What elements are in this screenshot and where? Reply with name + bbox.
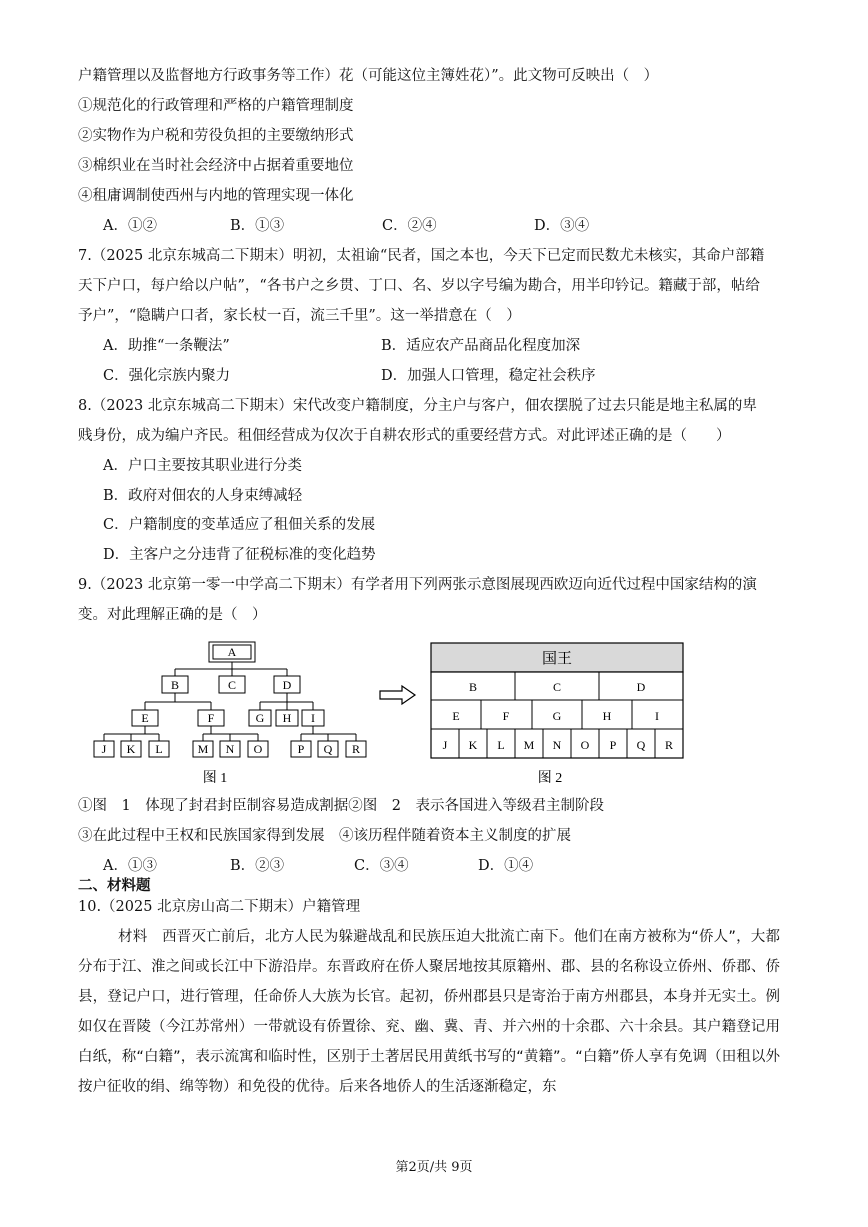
right-arrow-icon [378, 684, 418, 706]
fig1-node-f: F [207, 711, 215, 725]
q7-options-row-2 [103, 366, 596, 386]
page-footer: 第2页/共 9页 [395, 1160, 473, 1175]
fig1-node-a: A [227, 645, 237, 659]
fig1-node-r: R [351, 742, 361, 756]
q7-stem-line-3: 予户”，“隐瞒户口者，家长杖一百，流三千里”。这一举措意在（ ） [78, 308, 521, 324]
q9-option-a[interactable]: A．①③ [103, 858, 157, 874]
fig2-cell-k: K [468, 738, 478, 752]
q6-statement-4: ④租庸调制使西州与内地的管理实现一体化 [78, 188, 354, 204]
q6-options [103, 216, 589, 236]
fig1-node-i: I [311, 711, 315, 725]
fig2-cell-c: C [552, 680, 562, 694]
fig2-cell-p: P [609, 738, 617, 752]
fig2-cell-r: R [664, 738, 674, 752]
figure-2-state-structure [428, 641, 686, 789]
q7-option-c[interactable]: C．强化宗族内聚力 [103, 368, 231, 384]
q6-option-d[interactable]: D．③④ [534, 218, 590, 234]
fig2-cell-j: J [442, 738, 448, 752]
figure-1-hierarchy-tree [88, 640, 378, 788]
fig2-cell-m: M [523, 738, 535, 752]
fig2-cell-d: D [636, 680, 646, 694]
q9-option-b[interactable]: B．②③ [230, 858, 285, 874]
q6-option-b[interactable]: B．①③ [230, 218, 285, 234]
q6-statement-1: ①规范化的行政管理和严格的户籍管理制度 [78, 98, 354, 114]
q8-stem-line-2: 贱身份，成为编户齐民。租佃经营成为仅次于自耕农形式的重要经营方式。对此评述正确的是（ ） [78, 428, 731, 444]
fig1-node-n: N [225, 742, 235, 756]
fig1-node-k: K [126, 742, 136, 756]
q9-stem-line-2: 变。对此理解正确的是（ ） [78, 607, 267, 623]
q8-option-a[interactable]: A．户口主要按其职业进行分类 [103, 458, 302, 474]
q6-stem-tail: 户籍管理以及监督地方行政事务等工作）花（可能这位主簿姓花）”。此文物可反映出（ ） [78, 68, 659, 84]
fig1-node-h: H [282, 711, 292, 725]
q8-option-c[interactable]: C．户籍制度的变革适应了租佃关系的发展 [103, 517, 376, 533]
q8-option-b[interactable]: B．政府对佃农的人身束缚减轻 [103, 488, 303, 504]
q8-option-d[interactable]: D．主客户之分违背了征税标准的变化趋势 [103, 547, 376, 563]
q9-options [103, 856, 533, 876]
q7-option-a[interactable]: A．助推“一条鞭法” [103, 338, 230, 354]
fig2-caption: 图 2 [537, 771, 563, 786]
section-heading: 二、材料题 [78, 877, 151, 894]
q6-option-c[interactable]: C．②④ [382, 218, 437, 234]
fig1-node-d: D [282, 678, 292, 692]
fig2-king-cell: 国王 [541, 651, 573, 667]
q6-statement-2: ②实物作为户税和劳役负担的主要缴纳形式 [78, 128, 354, 144]
fig2-cell-l: L [497, 738, 505, 752]
q9-statements-3-4: ③在此过程中王权和民族国家得到发展 ④该历程伴随着资本主义制度的扩展 [78, 828, 571, 844]
fig1-node-j: J [101, 742, 107, 756]
fig2-cell-e: E [452, 709, 460, 723]
q6-statement-3: ③棉织业在当时社会经济中占据着重要地位 [78, 158, 354, 174]
q9-stem-line-1: 9.（2023 北京第一零一中学高二下期末）有学者用下列两张示意图展现西欧迈向近代过程中国家结构的演 [78, 577, 757, 593]
fig2-cell-h: H [602, 709, 612, 723]
q7-stem-line-2: 天下户口，每户给以户帖”，“各书户之乡贯、丁口、名、岁以字号编为勘合，用半印钤记。籍藏于部，帖给 [78, 278, 760, 294]
q9-option-d[interactable]: D．①④ [478, 858, 534, 874]
q7-options-row-1 [103, 336, 580, 356]
fig2-cell-o: O [580, 738, 590, 752]
q7-stem-line-1: 7.（2025 北京东城高二下期末）明初，太祖谕“民者，国之本也，今天下已定而民数尤未核实，其命户部籍 [78, 248, 765, 264]
fig2-cell-f: F [502, 709, 510, 723]
q7-option-b[interactable]: B．适应农产品商品化程度加深 [381, 338, 581, 354]
fig1-caption: 图 1 [202, 771, 228, 786]
fig1-node-o: O [253, 742, 263, 756]
fig1-node-q: Q [323, 742, 333, 756]
q9-option-c[interactable]: C．③④ [354, 858, 409, 874]
fig2-cell-b: B [468, 680, 478, 694]
q9-statements-1-2: ①图 1 体现了封君封臣制容易造成割据②图 2 表示各国进入等级君主制阶段 [78, 798, 604, 814]
fig1-node-m: M [197, 742, 209, 756]
q8-stem-line-1: 8.（2023 北京东城高二下期末）宋代改变户籍制度，分主户与客户，佃农摆脱了过去只能是地主私属的卑 [78, 398, 757, 414]
fig1-node-c: C [227, 678, 237, 692]
fig2-cell-n: N [552, 738, 562, 752]
q7-option-d[interactable]: D．加强人口管理，稳定社会秩序 [381, 368, 596, 384]
fig1-node-p: P [297, 742, 305, 756]
fig1-node-l: L [155, 742, 163, 756]
fig1-node-b: B [170, 678, 180, 692]
fig2-cell-i: I [655, 709, 659, 723]
fig2-cell-g: G [552, 709, 562, 723]
fig1-node-g: G [255, 711, 265, 725]
fig1-node-e: E [141, 711, 149, 725]
q6-option-a[interactable]: A．①② [103, 218, 157, 234]
q10-material-paragraph: 材料 西晋灭亡前后，北方人民为躲避战乱和民族压迫大批流亡南下。他们在南方被称为“侨人”，大都分布于江、淮之间或长江中下游沿岸。东晋政府在侨人聚居地按其原籍州、郡、县的名称设立侨州、侨郡、侨县，登记户口，进行管理，任命侨人大族为长官。起初，侨州郡县只是寄治于南方州郡县，本身并无实土。例如仅在晋陵（今江苏常州）一带就设有侨置徐、兖、幽、冀、青、并六州的十余郡、六十余县。其户籍登记用白纸，称“白籍”，表示流寓和临时性，区别于土著居民用黄纸书写的“黄籍”。“白籍”侨人享有免调（田租以外按户征收的绢、绵等物）和免役的优待。后来各地侨人的生活逐渐稳定，东 [78, 929, 780, 1095]
fig2-cell-q: Q [636, 738, 646, 752]
q10-title: 10.（2025 北京房山高二下期末）户籍管理 [78, 899, 361, 915]
